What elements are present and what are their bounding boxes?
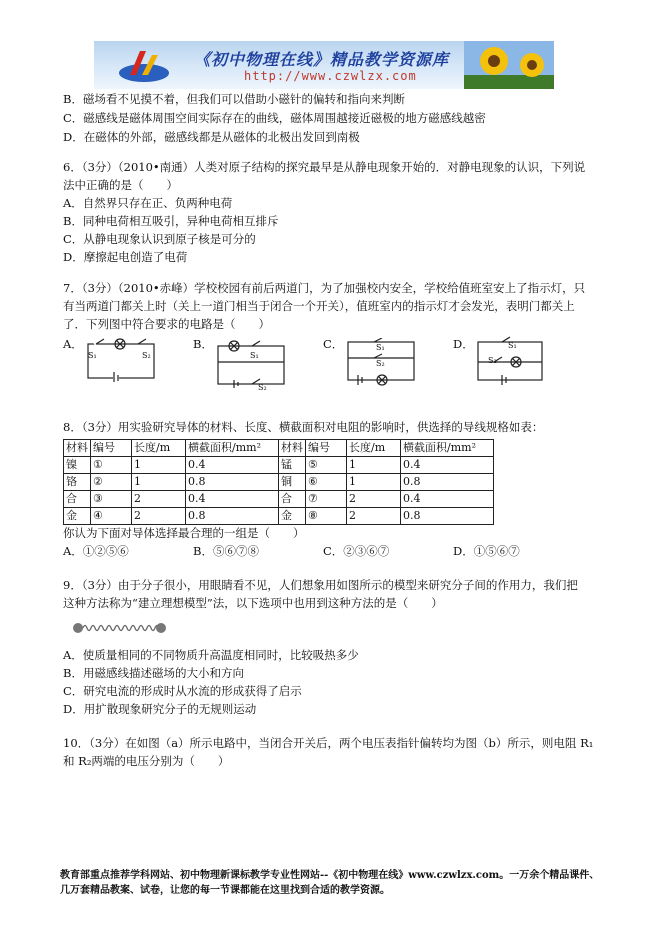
molecule-spring-model-image [72,622,168,634]
q6-stem-1: 6．（3分）（2010•南通）人类对原子结构的探究最早是从静电现象开始的．对静电现象的认识，下列说 [63,160,586,174]
table-cell: 0.8 [186,474,279,491]
table-cell: 1 [132,474,186,491]
q7-stem-2: 有当两道门都关上时（关上一道门相当于闭合一个开关），值班室内的指示灯才会发光，表明门都关上 [63,299,575,313]
q8-option-b: B．⑤⑥⑦⑧ [193,544,259,558]
site-logo-icon [116,45,172,85]
table-cell: ④ [91,508,132,525]
q9-option-a: A．使质量相同的不同物质升高温度相同时，比较吸热多少 [63,648,359,662]
table-cell: 镍 [64,457,91,474]
table-cell: ⑦ [306,491,347,508]
table-cell: ⑥ [306,474,347,491]
q7-b-s2: S₂ [258,383,267,392]
table-cell: 金 [279,508,306,525]
table-header-cell: 横截面积/mm² [401,440,494,457]
table-cell: 2 [132,491,186,508]
table-cell: 1 [347,457,401,474]
q6-option-a: A．自然界只存在正、负两种电荷 [63,196,233,210]
table-row [64,491,494,508]
table-cell: 1 [347,474,401,491]
table-header-row [64,440,494,457]
table-cell: 0.8 [401,508,494,525]
q6-stem-2: 法中正确的是（ ） [63,178,178,192]
table-cell: 0.8 [401,474,494,491]
table-cell: 0.4 [401,457,494,474]
q5-option-c: C．磁感线是磁体周围空间实际存在的曲线，磁体周围越接近磁极的地方磁感线越密 [63,111,486,125]
table-cell: 2 [132,508,186,525]
table-cell: 合 [64,491,91,508]
q8-option-a: A．①②⑤⑥ [63,544,129,558]
table-cell: 0.4 [186,457,279,474]
q9-stem-2: 这种方法称为“建立理想模型”法，以下选项中也用到这种方法的是（ ） [63,596,443,610]
q7-b-s1: S₁ [250,351,259,360]
q7-d-s1: S₁ [508,341,517,350]
table-cell: 0.4 [401,491,494,508]
q7-option-c-label: C． [323,337,344,351]
table-cell: 铬 [64,474,91,491]
q7-stem-1: 7．（3分）（2010•赤峰）学校校园有前后两道门，为了加强校内安全，学校给值班室安上了指示灯，只 [63,281,586,295]
q9-option-c: C．研究电流的形成时从水流的形成获得了启示 [63,684,302,698]
q7-option-a-label: A． [63,337,83,351]
table-cell: 合 [279,491,306,508]
table-header-cell: 编号 [306,440,347,457]
header-banner [94,41,554,89]
q9-option-d: D．用扩散现象研究分子的无规则运动 [63,702,257,716]
footer-line-1: 教育部重点推荐学科网站、初中物理新课标教学专业性网站--《初中物理在线》www.czwlzx.com。一万余个精品课件、 [60,870,600,881]
table-cell: 铜 [279,474,306,491]
q8-stem: 8．（3分）用实验研究导体的材料、长度、横截面积对电阻的影响时，供选择的导线规格如表： [63,420,544,434]
q8-option-d: D．①⑤⑥⑦ [453,544,520,558]
q7-c-s2: S₂ [376,359,385,368]
table-cell: ① [91,457,132,474]
table-cell: ③ [91,491,132,508]
table-header-cell: 横截面积/mm² [186,440,279,457]
table-row [64,508,494,525]
q10-stem-2: 和 R₂两端的电压分别为（ ） [63,754,230,768]
q7-option-d-label: D． [453,337,474,351]
table-cell: 2 [347,508,401,525]
table-cell: 0.4 [186,491,279,508]
table-cell: 锰 [279,457,306,474]
sunflower-image [464,41,554,89]
q7-stem-3: 了．下列图中符合要求的电路是（ ） [63,317,270,331]
table-cell: 2 [347,491,401,508]
table-header-cell: 材料 [64,440,91,457]
footer-line-2: 几万套精品教案、试卷，让您的每一节课都能在这里找到合适的教学资源。 [60,885,390,896]
table-cell: 0.8 [186,508,279,525]
table-cell: ② [91,474,132,491]
table-cell: ⑧ [306,508,347,525]
table-header-cell: 长度/m [132,440,186,457]
table-row [64,474,494,491]
q7-d-s2: S₂ [488,356,497,365]
q7-a-s1: S₁ [88,351,97,360]
table-header-cell: 编号 [91,440,132,457]
q8-option-c: C．②③⑥⑦ [323,544,390,558]
banner-title: 《初中物理在线》精品教学资源库 [194,50,450,69]
table-row [64,457,494,474]
q8-ask: 你认为下面对导体选择最合理的一组是（ ） [63,526,305,540]
q7-c-s1: S₁ [376,343,385,352]
q6-option-b: B．同种电荷相互吸引，异种电荷相互排斥 [63,214,279,228]
q6-option-c: C．从静电现象认识到原子核是可分的 [63,232,256,246]
q5-option-b: B．磁场看不见摸不着，但我们可以借助小磁针的偏转和指向来判断 [63,92,405,106]
table-cell: ⑤ [306,457,347,474]
table-cell: 金 [64,508,91,525]
q9-stem-1: 9．（3分）由于分子很小，用眼睛看不见，人们想象用如图所示的模型来研究分子间的作用力，我们把 [63,578,578,592]
q5-option-d: D．在磁体的外部，磁感线都是从磁体的北极出发回到南极 [63,130,360,144]
wire-spec-table [63,439,494,525]
q7-option-b-label: B． [193,337,213,351]
table-header-cell: 材料 [279,440,306,457]
table-cell: 1 [132,457,186,474]
banner-url[interactable]: http://www.czwlzx.com [244,69,417,83]
q9-option-b: B．用磁感线描述磁场的大小和方向 [63,666,244,680]
q7-a-s2: S₂ [142,351,151,360]
q10-stem-1: 10．（3分）在如图（a）所示电路中，当闭合开关后，两个电压表指针偏转均为图（b）所示，则电阻 R₁ [63,736,594,750]
table-header-cell: 长度/m [347,440,401,457]
q6-option-d: D．摩擦起电创造了电荷 [63,250,188,264]
